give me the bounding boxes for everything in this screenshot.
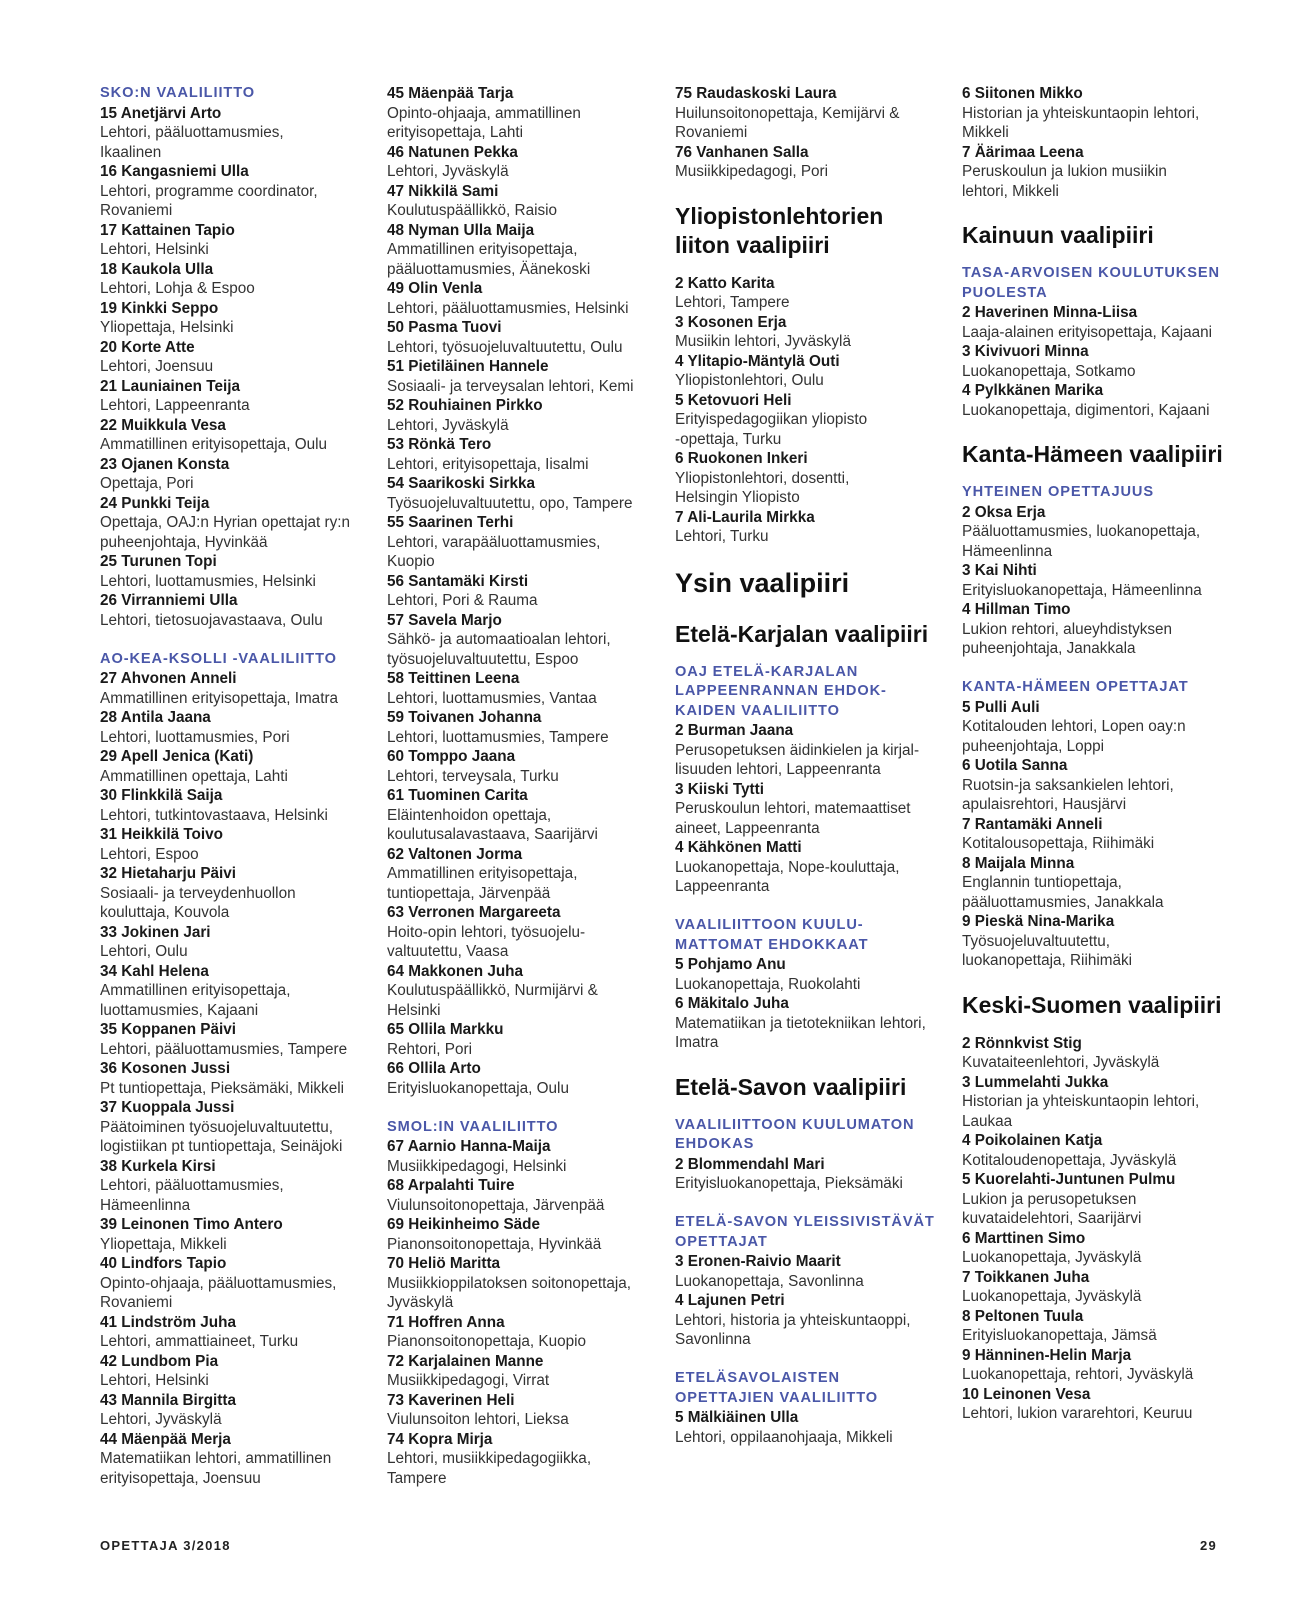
candidate-name: 2 Katto Karita [675,274,775,292]
candidate-name: 8 Peltonen Tuula [962,1307,1084,1325]
candidate-description: Lehtori, oppilaanohjaaja, Mikkeli [675,1428,893,1446]
candidate-name: 28 Antila Jaana [100,709,211,726]
candidate-description: Lehtori, Espoo [100,845,199,863]
candidate-name: 3 Lummelahti Jukka [962,1073,1109,1091]
candidate-name: 15 Anetjärvi Arto [100,104,222,122]
candidate-description: Ammatillinen erityisopettaja, [100,982,291,999]
spacer [100,630,362,650]
candidate-description: Rovaniemi [100,202,173,219]
candidate-description: Erityisluokanopettaja, Hämeenlinna [962,581,1202,599]
candidate-description: koulutusalavastaava, Saarijärvi [387,826,598,843]
candidate-description: Ammatillinen erityisopettaja, [387,241,578,258]
candidate-description: Musiikkioppilatoksen soitonopettaja, [387,1274,632,1292]
candidate-name: 3 Eronen-Raivio Maarit [675,1253,841,1270]
candidate-description: Erityispedagogiikan yliopisto [675,411,868,428]
candidate-description: luokanopettaja, Riihimäki [962,952,1133,969]
candidate-name: 67 Aarnio Hanna-Maija [387,1138,551,1155]
candidate-name: 73 Kaverinen Heli [387,1391,515,1409]
candidate-name: 3 Kiiski Tytti [675,780,764,798]
candidate-name: 7 Toikkanen Juha [962,1268,1090,1286]
candidate-description: Kotitaloudenopettaja, Jyväskylä [962,1151,1177,1169]
candidate-name: 65 Ollila Markku [387,1021,504,1038]
candidate-name: 58 Teittinen Leena [387,670,520,687]
candidate-description: Lukion ja perusopetuksen [962,1190,1137,1208]
group-heading: ETELÄ-SAVON YLEISSIVISTÄVÄT OPETTAJAT [675,1214,935,1250]
candidate-name: 56 Santamäki Kirsti [387,572,529,590]
candidate-description: Erityisluokanopettaja, Jämsä [962,1327,1157,1344]
group-heading: ETELÄSAVOLAISTEN OPETTAJIEN VAALILIITTO [675,1370,879,1406]
candidate-name: 60 Tomppo Jaana [387,748,516,765]
candidate-name: 6 Mäkitalo Juha [675,995,789,1012]
candidate-name: 8 Maijala Minna [962,854,1075,872]
candidate-name: 2 Burman Jaana [675,722,794,739]
candidate-description: Lehtori, terveysala, Turku [387,767,559,785]
candidate-description: Helsingin Yliopisto [675,489,800,506]
candidate-description: Lehtori, Jyväskylä [387,416,509,434]
group-heading: VAALILIITTOON KUULUMATON EHDOKAS [675,1116,915,1152]
candidate-description: Lukion rehtori, alueyhdistyksen [962,620,1173,638]
district-heading: Kanta-Hämeen vaalipiiri [962,441,1223,467]
candidate-description: Lehtori, luottamusmies, Vantaa [387,689,597,707]
candidate-description: Kotitalouden lehtori, Lopen oay:n [962,718,1186,735]
candidate-description: Peruskoulun ja lukion musiikin [962,163,1167,180]
spacer [675,897,937,917]
candidate-name: 71 Hoffren Anna [387,1313,505,1331]
candidate-name: 7 Äärimaa Leena [962,143,1084,161]
candidate-description: Lehtori, luottamusmies, Pori [100,728,290,746]
candidate-name: 26 Virranniemi Ulla [100,592,238,609]
candidate-description: Eläintenhoidon opettaja, [387,806,552,824]
candidate-description: Ruotsin-ja saksankielen lehtori, [962,776,1174,794]
candidate-description: Lehtori, Lohja & Espoo [100,280,255,297]
candidate-description: Lehtori, Pori & Rauma [387,592,538,609]
candidate-name: 2 Oksa Erja [962,503,1046,521]
candidate-name: 52 Rouhiainen Pirkko [387,397,543,414]
candidate-description: Laaja-alainen erityisopettaja, Kajaani [962,323,1213,341]
candidate-description: Laukaa [962,1112,1013,1130]
candidate-description: -opettaja, Turku [675,430,782,448]
candidate-description: tuntiopettaja, Järvenpää [387,884,551,902]
candidate-description: Kuopio [387,553,435,570]
candidate-name: 6 Ruokonen Inkeri [675,450,808,467]
candidate-name: 49 Olin Venla [387,280,483,297]
district-title: Ysin vaalipiiri [675,567,850,598]
column-4 [962,84,1224,1424]
magazine-issue: OPETTAJA 3/2018 [100,1538,231,1553]
candidate-name: 69 Heikinheimo Säde [387,1216,541,1233]
candidate-description: Erityisluokanopettaja, Oulu [387,1079,569,1097]
candidate-name: 4 Poikolainen Katja [962,1132,1103,1149]
candidate-description: Lehtori, tutkintovastaava, Helsinki [100,806,328,824]
candidate-description: Lehtori, erityisopettaja, Iisalmi [387,455,589,473]
candidate-description: Lehtori, lukion vararehtori, Keuruu [962,1405,1193,1422]
candidate-description: Koulutuspäällikkö, Nurmijärvi & [387,982,598,999]
candidate-description: Lehtori, musiikkipedagogiikka, [387,1450,592,1467]
candidate-description: Mikkeli [962,124,1009,141]
candidate-description: Luokanopettaja, Ruokolahti [675,975,861,993]
candidate-description: Lehtori, luottamusmies, Helsinki [100,572,316,590]
candidate-name: 57 Savela Marjo [387,611,502,629]
candidate-name: 44 Mäenpää Merja [100,1430,231,1448]
candidate-description: puheenjohtaja, Hyvinkää [100,533,268,551]
candidate-description: Ikaalinen [100,143,162,161]
candidate-description: Musiikkipedagogi, Virrat [387,1372,550,1389]
candidate-description: Lehtori, Helsinki [100,1372,209,1389]
candidate-name: 17 Kattainen Tapio [100,221,235,239]
candidate-name: 27 Ahvonen Anneli [100,670,237,687]
candidate-description: erityisopettaja, Lahti [387,124,524,141]
candidate-name: 5 Pulli Auli [962,698,1040,716]
candidate-name: 5 Pohjamo Anu [675,956,786,973]
candidate-name: 5 Ketovuori Heli [675,391,792,409]
candidate-name: 45 Mäenpää Tarja [387,85,514,102]
candidate-name: 40 Lindfors Tapio [100,1255,227,1272]
candidate-description: Kuvataiteenlehtori, Jyväskylä [962,1054,1160,1071]
candidate-description: Opinto-ohjaaja, ammatillinen [387,104,581,122]
candidate-description: Päätoiminen työsuojeluvaltuutettu, [100,1118,334,1136]
candidate-name: 35 Koppanen Päivi [100,1021,237,1038]
candidate-name: 47 Nikkilä Sami [387,182,499,200]
district-heading: Etelä-Savon vaalipiiri [675,1073,907,1100]
candidate-name: 23 Ojanen Konsta [100,455,230,473]
candidate-description: Hämeenlinna [962,542,1053,560]
candidate-name: 3 Kivivuori Minna [962,343,1089,360]
candidate-name: 2 Blommendahl Mari [675,1155,825,1173]
candidate-description: Luokanopettaja, digimentori, Kajaani [962,401,1210,419]
candidate-description: Yliopistonlehtori, dosentti, [675,469,850,487]
group-heading: SMOL:IN VAALILIITTO [387,1118,559,1135]
candidate-name: 72 Karjalainen Manne [387,1352,544,1370]
candidate-name: 18 Kaukola Ulla [100,260,214,278]
candidate-name: 9 Hänninen-Helin Marja [962,1346,1132,1364]
candidate-name: 63 Verronen Margareeta [387,904,561,921]
candidate-name: 32 Hietaharju Päivi [100,865,237,882]
candidate-description: Englannin tuntiopettaja, [962,874,1122,891]
candidate-name: 75 Raudaskoski Laura [675,85,837,102]
candidate-description: logistiikan pt tuntiopettaja, Seinäjoki [100,1138,343,1155]
candidate-description: Viulunsoitonopettaja, Järvenpää [387,1196,605,1214]
candidate-description: Erityisluokanopettaja, Pieksämäki [675,1175,903,1192]
candidate-description: Ammatillinen erityisopettaja, Imatra [100,689,339,707]
candidate-name: 19 Kinkki Seppo [100,299,219,317]
candidate-description: Lehtori, Jyväskylä [100,1411,222,1428]
candidate-description: Jyväskylä [387,1294,454,1311]
candidate-description: Hoito-opin lehtori, työsuojelu- [387,923,586,941]
candidate-description: Lehtori, varapääluottamusmies, [387,533,601,551]
candidate-description: Lehtori, Lappeenranta [100,397,250,414]
candidate-description: Luokanopettaja, rehtori, Jyväskylä [962,1366,1194,1383]
candidate-description: Luokanopettaja, Jyväskylä [962,1288,1142,1305]
candidate-name: 7 Rantamäki Anneli [962,815,1103,833]
page-number: 29 [1200,1538,1218,1553]
candidate-name: 2 Haverinen Minna-Liisa [962,304,1138,321]
district-heading: Keski-Suomen vaalipiiri [962,991,1222,1018]
candidate-name: 66 Ollila Arto [387,1060,481,1077]
column-1 [100,84,362,1488]
candidate-description: Sosiaali- ja terveydenhuollon [100,884,296,902]
candidate-name: 62 Valtonen Jorma [387,845,523,863]
candidate-description: Työsuojeluvaltuutettu, opo, Tampere [387,494,633,512]
column-2 [387,84,649,1488]
candidate-description: Kotitalousopettaja, Riihimäki [962,835,1155,852]
candidate-description: Ammatillinen opettaja, Lahti [100,767,288,785]
candidate-name: 16 Kangasniemi Ulla [100,163,249,180]
candidate-description: Työsuojeluvaltuutettu, [962,932,1110,950]
candidate-name: 51 Pietiläinen Hannele [387,358,549,375]
candidate-description: Ammatillinen erityisopettaja, Oulu [100,436,328,453]
candidate-name: 64 Makkonen Juha [387,962,524,980]
candidate-description: Lehtori, pääluottamusmies, [100,124,284,141]
candidate-name: 25 Turunen Topi [100,553,217,570]
candidate-description: aineet, Lappeenranta [675,819,820,837]
candidate-description: Historian ja yhteiskuntaopin lehtori, [962,1093,1200,1110]
spacer [675,1350,937,1370]
candidate-name: 7 Ali-Laurila Mirkka [675,508,815,526]
candidate-name: 68 Arpalahti Tuire [387,1177,515,1194]
candidate-name: 53 Rönkä Tero [387,436,492,453]
candidate-name: 55 Saarinen Terhi [387,514,514,531]
candidate-name: 6 Uotila Sanna [962,757,1068,774]
group-heading: TASA-ARVOISEN KOULUTUKSEN PUOLESTA [962,265,1220,301]
candidate-description: Lehtori, pääluottamusmies, [100,1177,284,1194]
candidate-name: 50 Pasma Tuovi [387,319,502,336]
candidate-description: Yliopettaja, Helsinki [100,319,234,336]
column-3 [675,84,937,1447]
district-heading: Etelä-Karjalan vaalipiiri [675,620,929,647]
candidate-description: Lehtori, Jyväskylä [387,163,509,180]
candidate-name: 30 Flinkkilä Saija [100,787,223,804]
candidate-name: 43 Mannila Birgitta [100,1391,236,1409]
candidate-description: Historian ja yhteiskuntaopin lehtori, [962,104,1200,122]
candidate-description: Lehtori, Joensuu [100,358,214,375]
candidate-description: Lehtori, tietosuojavastaava, Oulu [100,611,323,629]
candidate-description: Lehtori, pääluottamusmies, Tampere [100,1040,348,1058]
candidate-description: Luokanopettaja, Savonlinna [675,1272,864,1290]
candidate-name: 22 Muikkula Vesa [100,416,226,434]
candidate-description: Musiikkipedagogi, Pori [675,163,829,180]
candidate-description: Sosiaali- ja terveysalan lehtori, Kemi [387,377,634,395]
candidate-description: Lehtori, Tampere [675,294,790,311]
candidate-description: Lehtori, ammattiaineet, Turku [100,1333,299,1350]
candidate-description: pääluottamusmies, Äänekoski [387,260,591,278]
candidate-name: 74 Kopra Mirja [387,1430,493,1448]
candidate-description: erityisopettaja, Joensuu [100,1469,261,1487]
candidate-description: Musiikkipedagogi, Helsinki [387,1157,567,1175]
candidate-description: Savonlinna [675,1331,751,1348]
group-heading: VAALILIITTOON KUULU-MATTOMAT EHDOKKAAT [675,917,869,953]
candidate-name: 76 Vanhanen Salla [675,143,809,161]
candidate-name: 61 Tuominen Carita [387,787,528,804]
group-heading: KANTA-HÄMEEN OPETTAJAT [962,679,1189,695]
candidate-description: Lehtori, Turku [675,528,769,545]
candidate-description: Pt tuntiopettaja, Pieksämäki, Mikkeli [100,1079,345,1097]
candidate-name: 6 Marttinen Simo [962,1229,1086,1247]
candidate-description: Luokanopettaja, Jyväskylä [962,1249,1142,1266]
candidate-name: 5 Mälkiäinen Ulla [675,1409,799,1426]
candidate-name: 6 Siitonen Mikko [962,85,1083,102]
candidate-description: Sähkö- ja automaatioalan lehtori, [387,631,611,648]
candidate-description: Perusopetuksen äidinkielen ja kirjal- [675,741,920,759]
candidate-description: kouluttaja, Kouvola [100,904,230,921]
candidate-description: Lehtori, Oulu [100,943,188,960]
candidate-name: 4 Hillman Timo [962,601,1071,618]
candidate-description: Peruskoulun lehtori, matemaattiset [675,800,911,817]
candidate-description: Lehtori, työsuojeluvaltuutettu, Oulu [387,338,623,356]
candidate-description: Imatra [675,1034,719,1051]
district-heading: Kainuun vaalipiiri [962,222,1154,248]
candidate-description: lehtori, Mikkeli [962,182,1059,200]
candidate-description: Yliopistonlehtori, Oulu [675,372,824,389]
group-heading: OAJ ETELÄ-KARJALAN LAPPEENRANNAN EHDOK-KAIDEN VAALILIITTO [675,663,887,719]
candidate-description: Huilunsoitonopettaja, Kemijärvi & [675,104,900,122]
candidate-description: apulaisrehtori, Hausjärvi [962,796,1127,813]
candidate-name: 3 Kosonen Erja [675,313,787,331]
candidate-name: 4 Lajunen Petri [675,1292,785,1309]
candidate-name: 70 Heliö Maritta [387,1255,501,1272]
candidate-description: Matematiikan ja tietotekniikan lehtori, [675,1014,926,1032]
candidate-name: 29 Apell Jenica (Kati) [100,748,254,765]
spacer [675,1194,937,1214]
candidate-description: Opinto-ohjaaja, pääluottamusmies, [100,1274,337,1292]
candidate-name: 59 Toivanen Johanna [387,709,542,726]
candidate-description: Koulutuspäällikkö, Raisio [387,202,558,219]
candidate-description: puheenjohtaja, Janakkala [962,640,1136,657]
candidate-description: Ammatillinen erityisopettaja, [387,865,578,882]
candidate-description: Viulunsoiton lehtori, Lieksa [387,1411,569,1428]
candidate-name: 4 Ylitapio-Mäntylä Outi [675,352,840,370]
candidate-description: Lehtori, programme coordinator, [100,182,318,200]
candidate-description: puheenjohtaja, Loppi [962,737,1105,755]
candidate-description: Opettaja, Pori [100,475,194,492]
candidate-name: 42 Lundbom Pia [100,1352,219,1370]
candidate-description: pääluottamusmies, Janakkala [962,893,1164,911]
candidate-description: työsuojeluvaltuutettu, Espoo [387,650,579,668]
spacer [962,659,1224,679]
candidate-name: 41 Lindström Juha [100,1313,236,1331]
group-heading: SKO:N VAALILIITTO [100,85,256,101]
candidate-description: Hämeenlinna [100,1196,191,1214]
candidate-name: 4 Pylkkänen Marika [962,382,1104,399]
candidate-name: 37 Kuoppala Jussi [100,1099,235,1116]
candidate-name: 46 Natunen Pekka [387,143,518,161]
candidate-name: 36 Kosonen Jussi [100,1060,231,1077]
district-heading: Yliopistonlehtorien liiton vaalipiiri [675,202,884,258]
candidate-name: 21 Launiainen Teija [100,377,240,395]
candidate-description: valtuutettu, Vaasa [387,943,509,960]
candidate-description: Lehtori, pääluottamusmies, Helsinki [387,299,629,317]
candidate-description: Luokanopettaja, Nope-kouluttaja, [675,858,900,876]
candidate-description: Lehtori, historia ja yhteiskuntaoppi, [675,1311,911,1329]
candidate-description: Tampere [387,1469,447,1487]
candidate-name: 34 Kahl Helena [100,962,209,980]
candidate-name: 3 Kai Nihti [962,562,1037,579]
group-heading: AO-KEA-KSOLLI -VAALILIITTO [100,650,337,667]
candidate-name: 54 Saarikoski Sirkka [387,475,535,492]
candidate-name: 48 Nyman Ulla Maija [387,221,535,239]
candidate-name: 5 Kuorelahti-Juntunen Pulmu [962,1171,1176,1188]
candidate-description: Musiikin lehtori, Jyväskylä [675,333,851,350]
candidate-name: 9 Pieskä Nina-Marika [962,913,1115,930]
candidate-description: Yliopettaja, Mikkeli [100,1235,227,1253]
candidate-description: Helsinki [387,1001,441,1019]
candidate-name: 31 Heikkilä Toivo [100,826,223,843]
candidate-name: 24 Punkki Teija [100,494,210,512]
candidate-name: 10 Leinonen Vesa [962,1385,1091,1403]
candidate-name: 20 Korte Atte [100,338,195,356]
candidate-description: Pianonsoitonopettaja, Hyvinkää [387,1235,602,1253]
candidate-description: Luokanopettaja, Sotkamo [962,362,1136,380]
candidate-description: Opettaja, OAJ:n Hyrian opettajat ry:n [100,514,350,531]
candidate-description: luottamusmies, Kajaani [100,1001,259,1019]
candidate-description: lisuuden lehtori, Lappeenranta [675,761,881,778]
candidate-name: 39 Leinonen Timo Antero [100,1216,283,1233]
candidate-description: kuvataidelehtori, Saarijärvi [962,1210,1142,1227]
candidate-description: Pianonsoitonopettaja, Kuopio [387,1333,587,1350]
candidate-name: 4 Kähkönen Matti [675,839,802,856]
candidate-name: 2 Rönnkvist Stig [962,1034,1082,1052]
candidate-description: Pääluottamusmies, luokanopettaja, [962,523,1201,540]
candidate-name: 33 Jokinen Jari [100,923,211,941]
candidate-description: Lehtori, Helsinki [100,241,209,258]
spacer [387,1098,649,1118]
candidate-description: Lehtori, luottamusmies, Tampere [387,728,609,746]
candidate-name: 38 Kurkela Kirsi [100,1157,216,1175]
candidate-description: Matematiikan lehtori, ammatillinen [100,1450,332,1467]
candidate-description: Rovaniemi [675,124,748,141]
candidate-description: Rovaniemi [100,1294,173,1311]
candidate-description: Rehtori, Pori [387,1040,473,1058]
candidate-description: Lappeenranta [675,878,770,895]
group-heading: YHTEINEN OPETTAJUUS [962,484,1154,500]
